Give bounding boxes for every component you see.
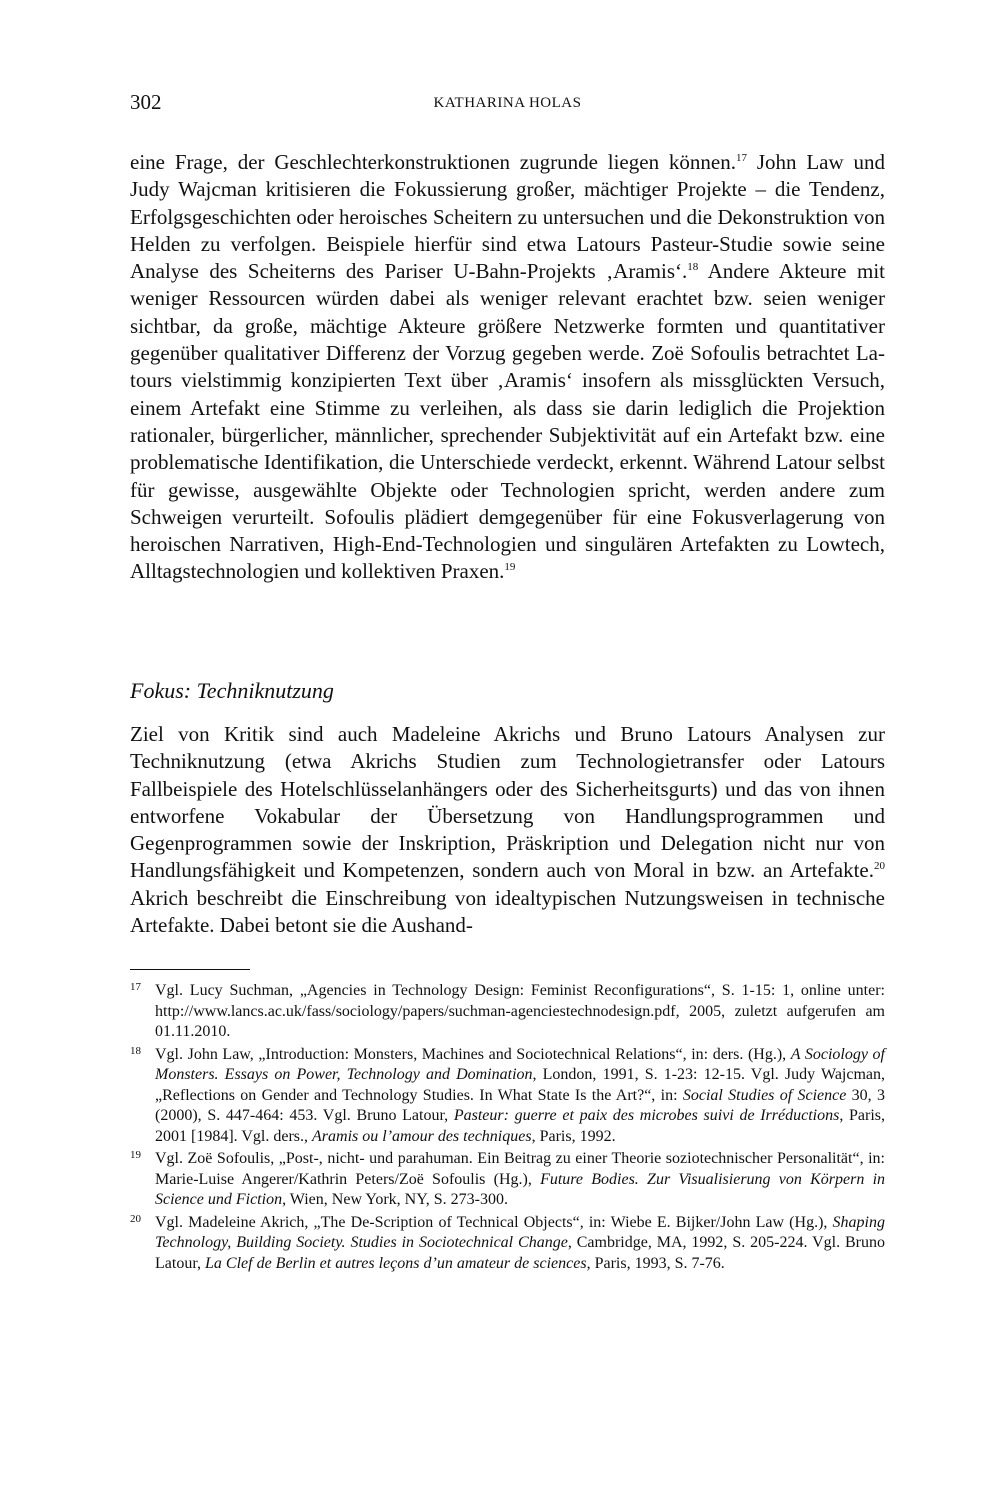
footnote-text: Vgl. Zoë Sofoulis, „Post-, nicht- und parahuman. Ein Beitrag zu einer Theorie soziotechnischer Personalität“, in: Marie-Luise Angerer/Kathrin Peters/Zoë Sofoulis (Hg.),	[155, 1150, 885, 1188]
footnote-ref-18[interactable]: 18	[687, 261, 699, 274]
page-header	[130, 90, 885, 118]
footnote-text: , Paris, 1993, S. 7-76.	[586, 1254, 725, 1272]
footnote-text: 30, 3 (2000), S. 447-464: 453. Vgl. Bruno Latour,	[155, 1086, 886, 1124]
footnote-text: , Paris, 2001 [1984]. Vgl. ders.,	[155, 1107, 886, 1145]
footnote-text: Vgl. John Law, „Introduction: Monsters, Machines and Sociotechnical Relations“, in: ders. (Hg.),	[155, 1045, 791, 1063]
footnote-title: A Sociology of Monsters. Essays on Power, Technology and Domination	[155, 1045, 885, 1083]
footnote-title: Shaping Technology, Building Society. Studies in Sociotechnical Change	[155, 1213, 885, 1251]
para1-text-3: Andere Akteure mit weniger Ressourcen würden dabei als weniger relevant erachtet bzw. seien weniger sichtbar, da große, mächtige Akteure größere Netzwerke formten und quantitativer gegenüber qualitativer Differenz der Vorzug gegeben werde. Zoë Sofoulis betrachtet Latours vielstimmig konzipierten Text über ‚Aramis‘ insofern als missglückten Versuch, einem Artefakt eine Stimme zu verleihen, als dass sie darin lediglich die Projektion rationaler, bürgerlicher, männlicher, sprechender Subjektivität auf ein Artefakt bzw. eine problematische Identifikation, die Unterschiede verdeckt, erkennt. Während Latour selbst für gewisse, ausgewählte Objekte oder Technologien spricht, werden andere zum Schweigen verurteilt. Sofoulis plädiert demgegenüber für eine Fokusverlagerung von heroischen Narrativen, High-End-Technologien und singulären Artefakten zu Lowtech, Alltagstechnologien und kollektiven Praxen.	[130, 259, 885, 584]
footnote-title: Aramis ou l’amour des techniques	[312, 1127, 532, 1145]
footnote-number: 17	[130, 981, 141, 993]
footnote-18	[130, 1045, 885, 1148]
para2-text-1: Ziel von Kritik sind auch Madeleine Akrichs und Bruno Latours Analysen zur Techniknutzung (etwa Akrichs Studien zum Technologietransfer oder Latours Fallbeispiele des Hotelschlüsselanhängers oder des Sicherheitsgurts) und das von ihnen entworfene Vokabular der Übersetzung von Handlungsprogrammen und Gegenprogrammen sowie der Inskription, Präskription und Delegation nicht nur von Handlungsfähigkeit und Kompetenzen, sondern auch von Moral in bzw. an Artefakte.	[130, 722, 885, 883]
body-paragraph-2	[130, 721, 885, 939]
footnote-divider	[130, 969, 250, 970]
footnote-number: 20	[130, 1212, 141, 1225]
footnote-text: , London, 1991, S. 1-23: 12-15. Vgl. Judy Wajcman, „Reflections on Gender and Technology Studies. In What State Is the Art?“, in:	[155, 1066, 886, 1104]
section-heading: Fokus: Techniknutzung	[130, 678, 334, 703]
footnote-text: Vgl. Madeleine Akrich, „The De-Scription of Technical Objects“, in: Wiebe E. Bijker/John Law (Hg.),	[155, 1213, 833, 1231]
footnotes	[130, 981, 885, 1276]
footnote-title: Pasteur: guerre et paix des microbes suivi de Irréductions	[453, 1107, 840, 1124]
page-number: 302	[130, 90, 162, 114]
footnote-text: , Paris, 1992.	[531, 1127, 616, 1145]
footnote-title: Future Bodies. Zur Visualisierung von Körpern in Science und Fiction	[155, 1170, 886, 1208]
footnote-title: La Clef de Berlin et autres leçons d’un amateur de sciences	[205, 1254, 587, 1272]
footnote-19	[130, 1149, 885, 1211]
footnote-text: Vgl. Lucy Suchman, „Agencies in Technology Design: Feminist Reconfigurations“, S. 1-15: 1, online unter: http://www.lancs.ac.uk/fass/sociology/papers/suchman-agenciestechnodesign.pdf, 2005, zuletzt aufgerufen am 01.11.2010.	[155, 982, 885, 1040]
footnote-20	[130, 1213, 885, 1275]
para2-text-2: Akrich beschreibt die Einschreibung von idealtypischen Nutzungsweisen in technische Artefakte. Dabei betont sie die Aushand-	[130, 885, 885, 938]
para1-text-1: eine Frage, der Geschlechterkonstruktionen zugrunde liegen können.	[130, 150, 736, 174]
footnote-ref-20[interactable]: 20	[874, 860, 885, 873]
footnote-ref-19[interactable]: 19	[504, 561, 516, 574]
running-head: KATHARINA HOLAS	[433, 95, 582, 111]
footnote-number: 18	[130, 1044, 141, 1057]
footnote-ref-17[interactable]: 17	[736, 152, 747, 164]
footnote-text: , Cambridge, MA, 1992, S. 205-224. Vgl. Bruno Latour,	[155, 1234, 886, 1272]
footnote-17	[130, 981, 885, 1043]
footnote-number: 19	[130, 1149, 141, 1161]
footnote-text: , Wien, New York, NY, S. 273-300.	[282, 1191, 508, 1208]
footnote-title: Social Studies of Science	[682, 1086, 847, 1104]
para1-text-2: John Law und Judy Wajcman kritisieren die Fokussierung großer, mächtiger Projekte – die Tendenz, Erfolgsgeschichten oder heroisches Scheitern zu untersuchen und die Dekonstruktion von Helden zu verfolgen. Beispiele hierfür sind etwa Latours Pasteur-Studie sowie seine Analyse des Scheiterns des Pariser U-Bahn-Projekts ‚Aramis‘.	[130, 150, 885, 284]
body-paragraph-1	[130, 149, 885, 586]
